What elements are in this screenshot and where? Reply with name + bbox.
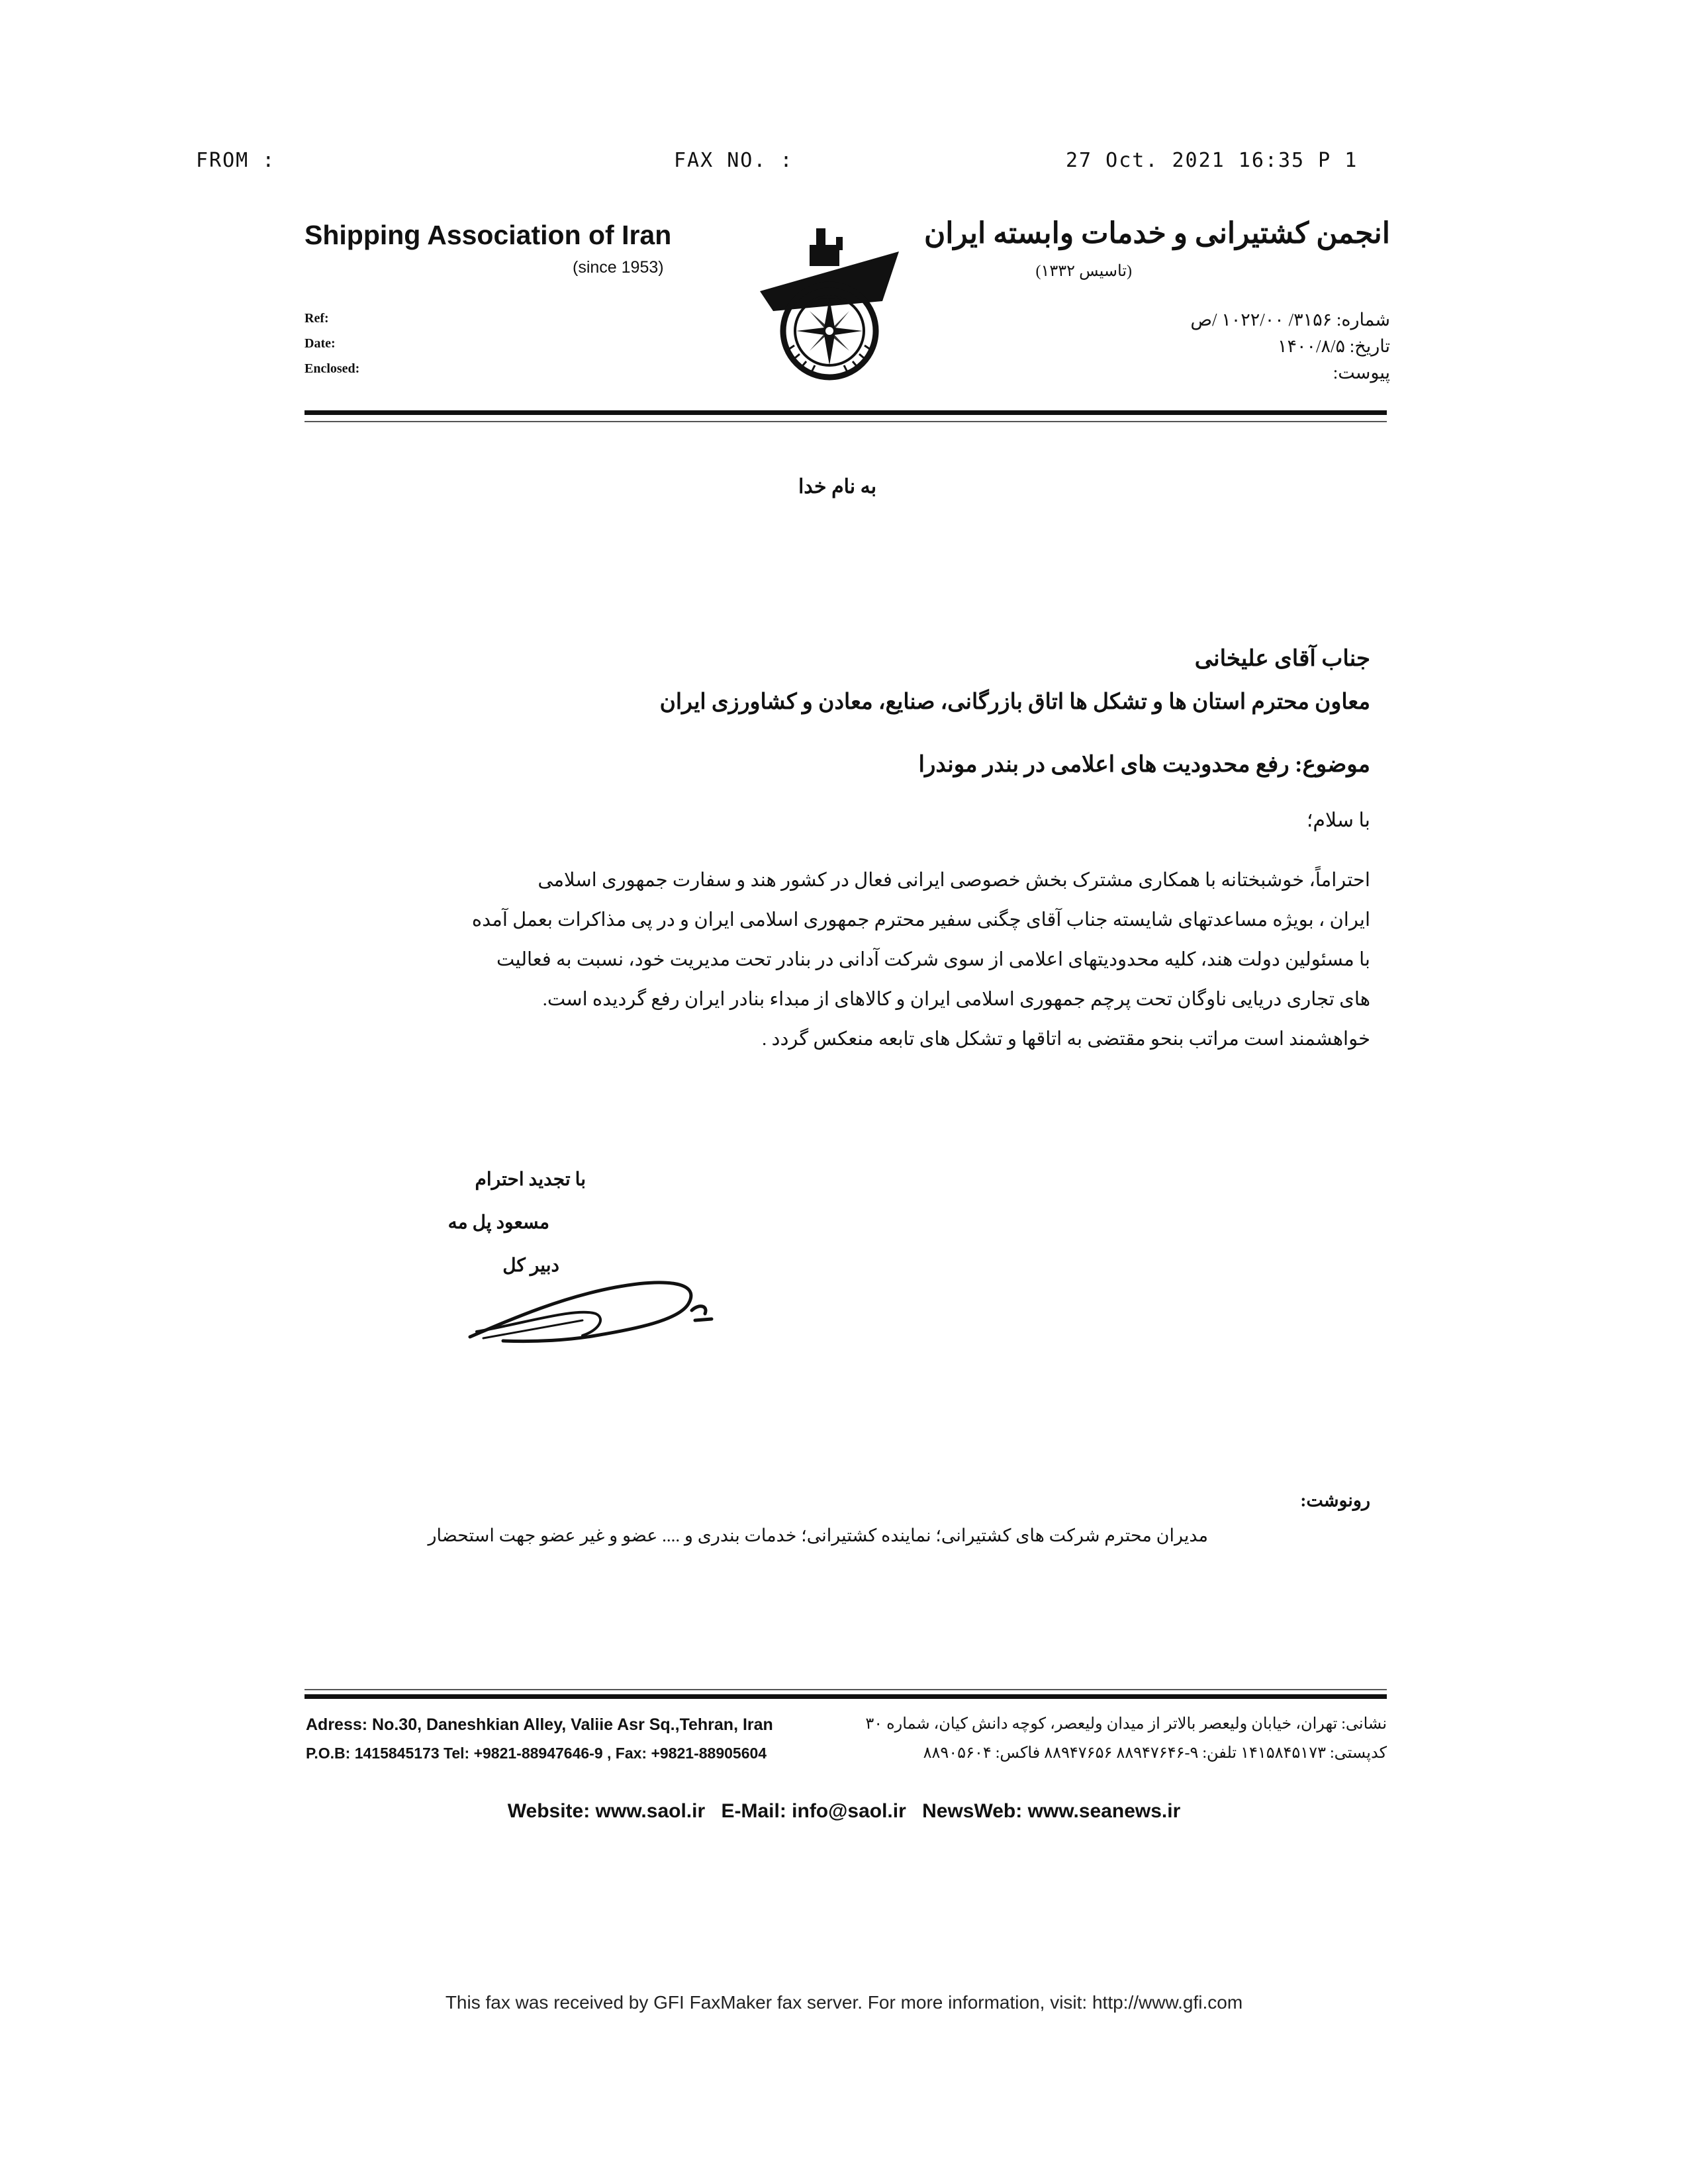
fax-timestamp: 27 Oct. 2021 16:35 P 1 xyxy=(1066,149,1358,172)
closing-phrase: با تجدید احترام xyxy=(475,1169,586,1190)
contact-en: P.O.B: 1415845173 Tel: +9821-88947646-9 , Fax: +9821-88905604 xyxy=(306,1745,767,1762)
cc-recipients: مدیران محترم شرکت های کشتیرانی؛ نماینده کشتیرانی؛ خدمات بندری و .... عضو و غیر عضو جهت استحضار xyxy=(428,1525,1208,1545)
signer-title: دبیر کل xyxy=(502,1255,559,1276)
ref-number-fa: شماره: ۳۱۵۶/ ۱۰۲۲/۰۰ /ص xyxy=(1190,310,1390,330)
footer-divider-thin xyxy=(305,1689,1387,1690)
fax-server-notice: This fax was received by GFI FaxMaker fax server. For more information, visit: http://www.gfi.com xyxy=(445,1992,1243,2013)
date-label: Date: xyxy=(305,336,336,351)
header-divider xyxy=(305,410,1387,415)
subject-line: موضوع: رفع محدودیت های اعلامی در بندر موندرا xyxy=(918,752,1370,777)
cc-label: رونوشت: xyxy=(1300,1490,1370,1510)
basmala: به نام خدا xyxy=(798,476,877,498)
contact-fa: کدپستی: ۱۴۱۵۸۴۵۱۷۳ تلفن: ۹-۸۸۹۴۷۶۴۶ ۸۸۹۴۷۶۵۶ فاکس: ۸۸۹۰۵۶۰۴ xyxy=(923,1745,1387,1762)
org-name-en: Shipping Association of Iran xyxy=(305,220,672,250)
signer-name: مسعود پل مه xyxy=(447,1212,549,1233)
ref-label: Ref: xyxy=(305,311,329,326)
email-link[interactable]: E-Mail: info@saol.ir xyxy=(721,1800,906,1822)
paragraph-line: با مسئولین دولت هند، کلیه محدودیتهای اعلامی از سوی شرکت آدانی در بنادر تحت مدیریت خود، نسبت به فعالیت xyxy=(496,949,1370,970)
paragraph-line: ایران ، بویژه مساعدتهای شایسته جناب آقای چگنی سفیر محترم جمهوری اسلامی ایران و در پی مذاکرات بعمل آمده xyxy=(471,909,1370,931)
paragraph-line: خواهشمند است مراتب بنحو مقتضی به اتاقها و تشکل های تابعه منعکس گردد . xyxy=(762,1028,1370,1050)
website-link[interactable]: Website: www.saol.ir xyxy=(507,1800,706,1822)
addressee-name: جناب آقای علیخانی xyxy=(1194,647,1370,671)
handwritten-signature-icon xyxy=(463,1257,728,1350)
newsweb-link[interactable]: NewsWeb: www.seanews.ir xyxy=(922,1800,1181,1822)
fax-from: FROM : xyxy=(196,149,276,172)
paragraph-line: های تجاری دریایی ناوگان تحت پرچم جمهوری اسلامی ایران و کالاهای از مبداء بنادر ایران رفع گردیده است. xyxy=(542,989,1370,1010)
header-divider-thin xyxy=(305,421,1387,422)
org-name-fa: انجمن کشتیرانی و خدمات وابسته ایران xyxy=(923,217,1390,250)
org-since-fa: (تاسیس ۱۳۳۲) xyxy=(1035,263,1132,280)
address-fa: نشانی: تهران، خیابان ولیعصر بالاتر از میدان ولیعصر، کوچه دانش کیان، شماره ۳۰ xyxy=(865,1715,1387,1733)
enclosed-fa: پیوست: xyxy=(1333,363,1390,383)
paragraph-line: احتراماً، خوشبختانه با همکاری مشترک بخش خصوصی ایرانی فعال در کشور هند و سفارت جمهوری اسلامی xyxy=(538,870,1370,891)
web-contacts xyxy=(0,1800,1688,1823)
addressee-title: معاون محترم استان ها و تشکل ها اتاق بازرگانی، صنایع، معادن و کشاورزی ایران xyxy=(659,690,1370,714)
fax-number: FAX NO. : xyxy=(674,149,794,172)
footer-divider xyxy=(305,1694,1387,1699)
date-fa: تاریخ: ۱۴۰۰/۸/۵ xyxy=(1278,336,1390,356)
org-since-en: (since 1953) xyxy=(573,258,664,277)
ship-compass-logo-icon xyxy=(747,218,912,381)
address-en: Adress: No.30, Daneshkian Alley, Valiie Asr Sq.,Tehran, Iran xyxy=(306,1715,773,1734)
greeting: با سلام؛ xyxy=(1306,809,1370,831)
enclosed-label: Enclosed: xyxy=(305,361,360,376)
